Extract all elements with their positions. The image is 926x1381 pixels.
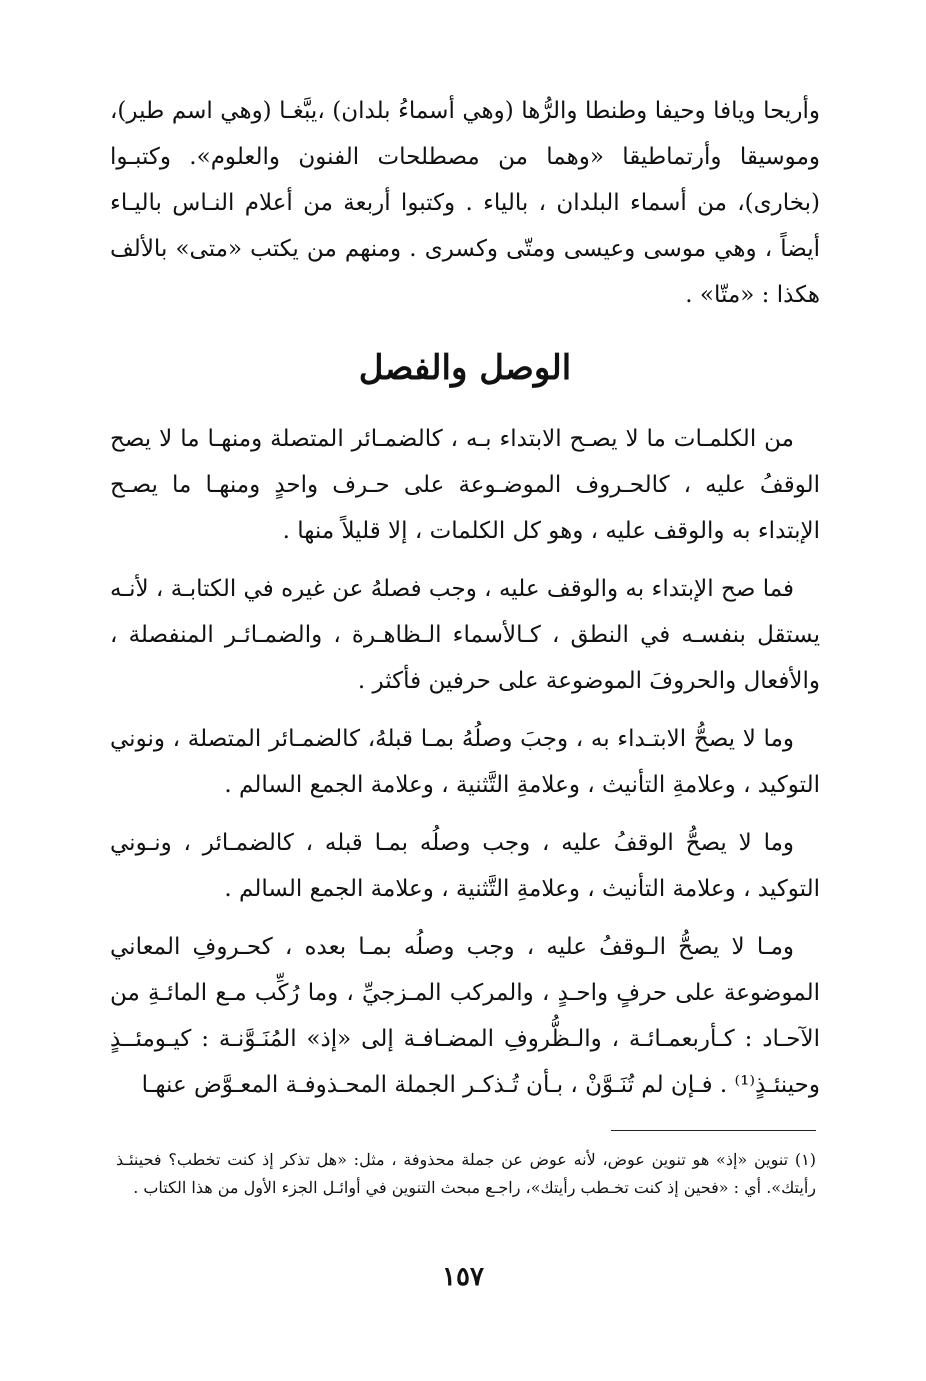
paragraph-3: وما لا يصحُّ الابتـداء به ، وجبَ وصلُهُ بمـا قبلهُ، كالضمـائر المتصلة ، ونوني التوكيد ، وعلامةِ التأنيث ، وعلامةِ التَّثنية ، وعلامة الجمع السالم . — [110, 726, 820, 798]
footnote-divider — [611, 1130, 816, 1131]
page-number: ١٥٧ — [442, 1262, 484, 1292]
footnote: (١) تنوين «إذ» هو تنوين عوض، لأنه عوض عن جملة محذوفة ، مثل: «هل تذكر إذ كنت تخطب؟ فحينئـذ رأيتك». أي : «فحين إذ كنت تخـطب رأيتك»، راجـع مبحث التنوين في أوائـل الجزء الأول من هذا الكتاب . — [116, 1150, 817, 1197]
paragraph-4: وما لا يصحُّ الوقفُ عليه ، وجب وصلُه بمـا قبله ، كالضمـائر ، ونـوني التوكيد ، وعلامة التأنيث ، وعلامةِ التَّثنية ، وعلامة الجمع السالم . — [110, 830, 820, 902]
paragraph-1: من الكلمـات ما لا يصـح الابتداء بـه ، كالضمـائر المتصلة ومنهـا ما لا يصح الوقفُ عليه ، كالحـروف الموضـوعة على حـرف واحدٍ ومنهـا ما يصـح الإبتداء به والوقف عليه ، وهو كل الكلمات ، إلا قليلاً منها . — [110, 426, 820, 544]
intro-paragraph: وأريحا ويافا وحيفا وطنطا والرُّها (وهي أسماءُ بلدان) ،يبَّغـا (وهي اسم طير)، وموسيقا وأرتماطيقا «وهما من مصطلحات الفنون والعلوم». وكتبـوا (بخارى)، من أسماء البلدان ، بالياء . وكتبوا أربعة من أعلام النـاس باليـاء أيضاً ، وهي موسى وعيسى ومتّى وكسرى . ومنهم من يكتب «متى» بالألف هكذا : «متّا» . — [110, 98, 820, 308]
paragraph-5: ومـا لا يصحُّ الـوقفُ عليه ، وجب وصلُه بمـا بعده ، كحـروفِ المعاني الموضوعة على حرفٍ واحـدٍ ، والمركب المـزجيِّ ، وما رُكِّب مـع المائـةِ من الآحـاد : كـأربعمـائـة ، والـظُّروفِ المضـافـة إلى «إذ» المُنَـوَّنـة : كيـومئــذٍ وحينئـذٍ⁽¹⁾ . فـإن لم تُنَـوَّنْ ، بـأن تُـذكـر الجملة المحـذوفـة المعـوَّض عنهـا — [110, 934, 820, 1098]
page-body — [110, 88, 820, 1108]
section-title: الوصل والفصل — [358, 348, 572, 388]
paragraph-2: فما صح الإبتداء به والوقف عليه ، وجب فصلهُ عن غيره في الكتابـة ، لأنـه يستقل بنفسـه في النطق ، كـالأسماء الـظاهـرة ، والضمـائـر المنفصلة ، والأفعال والحروفَ الموضوعة على حرفين فأكثر . — [110, 576, 820, 694]
